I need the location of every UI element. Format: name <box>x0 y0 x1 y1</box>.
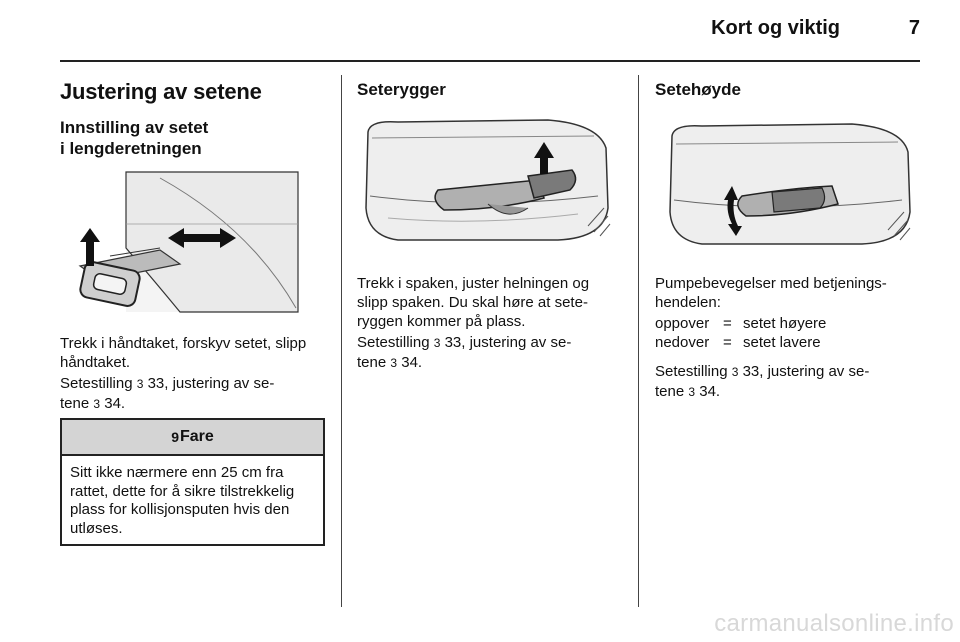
paragraph-setehoyde: Pumpebevegelser med betjenings- hendelen: <box>655 275 887 311</box>
column-divider-1 <box>341 75 342 607</box>
seatback-lever-illustration <box>358 118 613 246</box>
direction-table <box>655 314 826 352</box>
section-heading: Justering av setene <box>60 79 262 104</box>
ref-arrow-icon: 3 <box>390 356 398 370</box>
watermark: carmanualsonline.info <box>714 610 954 637</box>
table-row: oppover = setet høyere <box>655 315 827 332</box>
warning-triangle-icon: 9 <box>171 429 179 445</box>
ref-arrow-icon: 3 <box>731 365 739 379</box>
table-row: nedover = setet lavere <box>655 334 821 351</box>
ref-arrow-icon: 3 <box>688 385 696 399</box>
cross-reference: Setestilling 3 33, justering av se- tene 3 34. <box>60 375 275 412</box>
running-header-title: Kort og viktig <box>711 17 840 39</box>
cross-reference: Setestilling 3 33, justering av se- tene 3 34. <box>357 334 572 371</box>
ref-arrow-icon: 3 <box>136 377 144 391</box>
page-number: 7 <box>908 17 920 39</box>
cross-reference: Setestilling 3 33, justering av se- tene 3 34. <box>655 363 870 400</box>
ref-arrow-icon: 3 <box>93 397 101 411</box>
seat-height-lever-illustration <box>662 122 912 248</box>
section-heading-seterygger: Seterygger <box>357 80 446 99</box>
paragraph-instruction: Trekk i håndtaket, forskyv setet, slipp håndtaket. <box>60 335 307 371</box>
paragraph-seterygger: Trekk i spaken, juster helningen og slipp spaken. Du skal høre at sete- ryggen kommer på plass. <box>357 275 590 330</box>
warning-text: Sitt ikke nærmere enn 25 cm fra rattet, dette for å sikre tilstrekkelig plass for kollisjonsputen hvis den utløses. <box>70 464 295 537</box>
header-rule <box>60 60 920 62</box>
warning-title: Fare <box>180 428 214 445</box>
column-divider-2 <box>638 75 639 607</box>
ref-arrow-icon: 3 <box>433 336 441 350</box>
section-heading-setehoyde: Setehøyde <box>655 80 741 99</box>
warning-box <box>60 418 325 546</box>
subsection-heading: Innstilling av setet i lengderetningen <box>60 118 209 158</box>
seat-slide-illustration <box>60 168 322 316</box>
warning-header <box>62 420 323 456</box>
